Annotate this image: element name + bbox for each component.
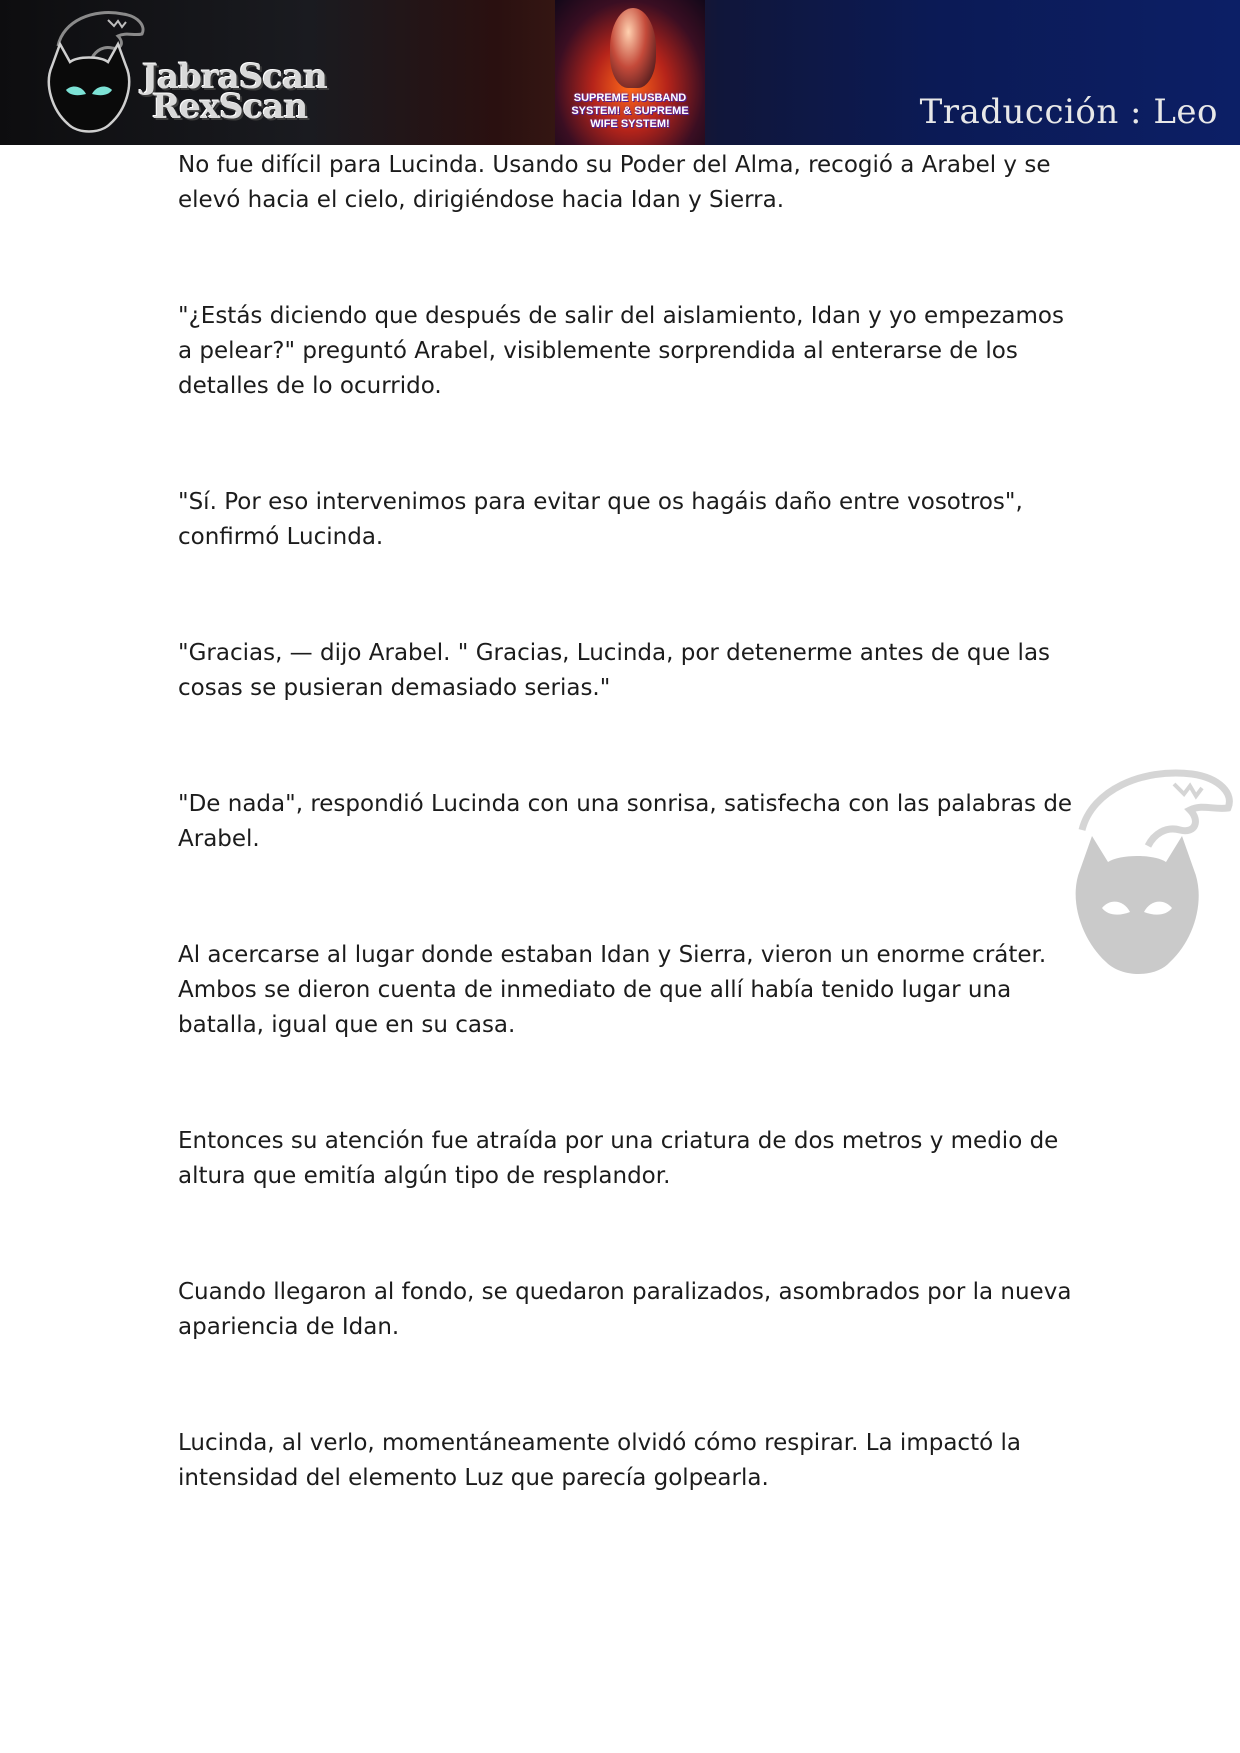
header-banner: [0, 0, 1240, 145]
cover-title-line-3: WIFE SYSTEM!: [590, 118, 670, 130]
brand-line-2: RexScan: [152, 87, 308, 127]
translator-credit: Traducción : Leo: [919, 92, 1218, 132]
dinosaur-devil-watermark-icon: [1062, 760, 1237, 985]
paragraph: No fue difícil para Lucinda. Usando su Poder del Alma, recogió a Arabel y se elevó hacia el cielo, dirigiéndose hacia Idan y Sierra.: [178, 152, 1051, 213]
cover-title-line-1: SUPREME HUSBAND: [573, 92, 687, 104]
paragraph: "¿Estás diciendo que después de salir del aislamiento, Idan y yo empezamos a pelear?" preguntó Arabel, visiblemente sorprendida al enterarse de los detalles de lo ocurrido.: [178, 303, 1064, 399]
dinosaur-devil-logo-icon: [38, 6, 148, 138]
paragraph: Lucinda, al verlo, momentáneamente olvidó cómo respirar. La impactó la intensidad del elemento Luz que parecía golpearla.: [178, 1430, 1021, 1491]
brand-line-1: JabraScan: [142, 57, 327, 97]
cover-figure: [610, 8, 656, 88]
chapter-text: [178, 148, 1078, 1496]
paragraph: "Gracias, — dijo Arabel. " Gracias, Lucinda, por detenerme antes de que las cosas se pusieran demasiado serias.": [178, 640, 1051, 701]
paragraph: Cuando llegaron al fondo, se quedaron paralizados, asombrados por la nueva apariencia de Idan.: [178, 1279, 1072, 1340]
paragraph: Al acercarse al lugar donde estaban Idan y Sierra, vieron un enorme cráter. Ambos se dieron cuenta de inmediato de que allí había tenido lugar una batalla, igual que en su casa.: [178, 942, 1047, 1038]
cover-title-line-2: SYSTEM! & SUPREME: [571, 105, 689, 117]
paragraph: Entonces su atención fue atraída por una criatura de dos metros y medio de altura que emitía algún tipo de resplandor.: [178, 1128, 1059, 1189]
novel-cover-art-icon: [555, 0, 705, 145]
brand-logo-text: [142, 57, 327, 127]
paragraph: "Sí. Por eso intervenimos para evitar que os hagáis daño entre vosotros", confirmó Lucinda.: [178, 489, 1023, 550]
paragraph: "De nada", respondió Lucinda con una sonrisa, satisfecha con las palabras de Arabel.: [178, 791, 1073, 852]
cover-title: [555, 92, 705, 131]
